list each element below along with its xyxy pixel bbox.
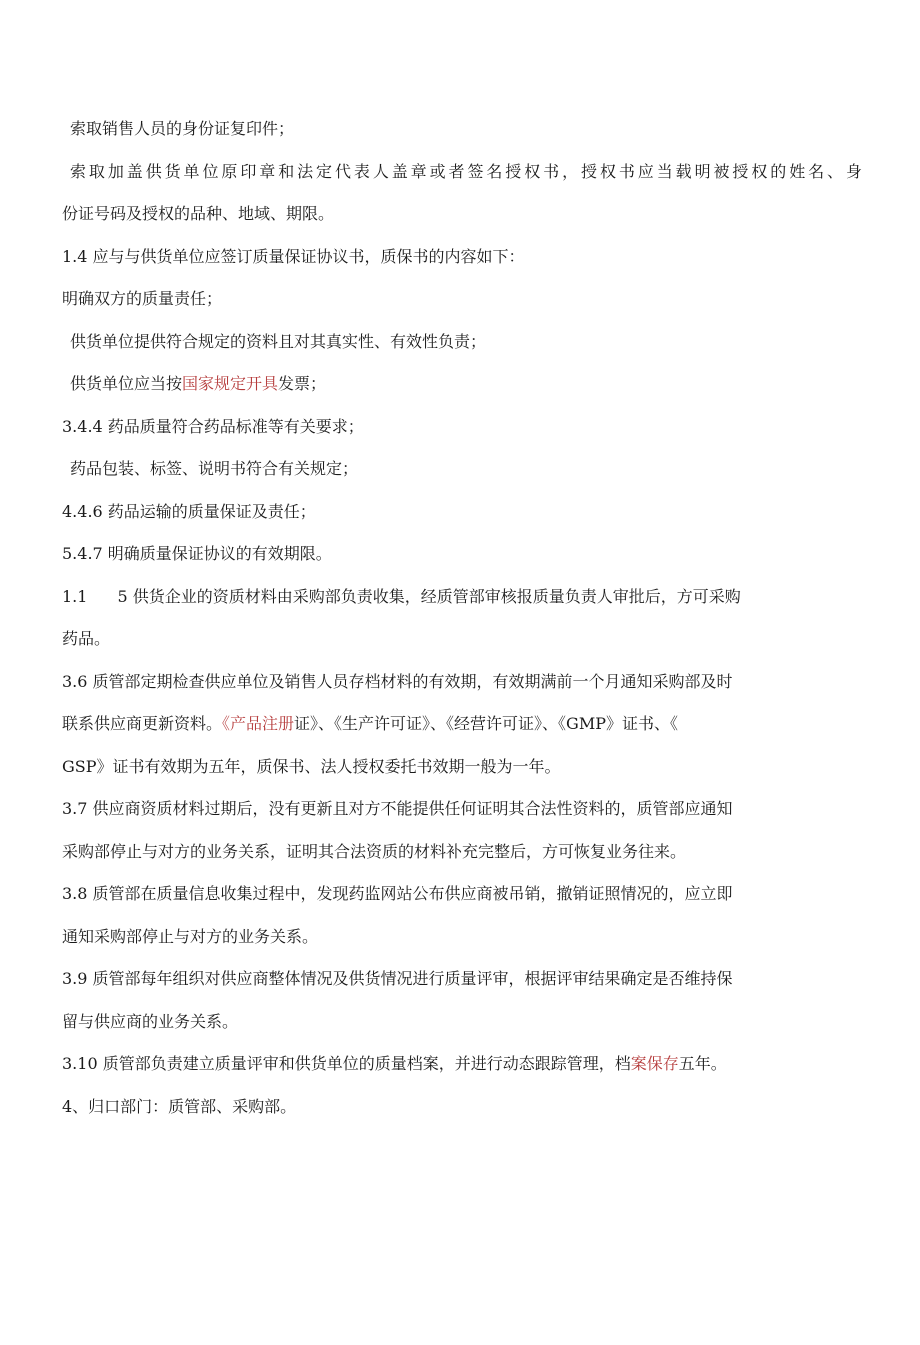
paragraph: 索取加盖供货单位原印章和法定代表人盖章或者签名授权书，授权书应当载明被授权的姓名、身 [70,161,862,181]
paragraph: 3.6 质管部定期检查供应单位及销售人员存档材料的有效期，有效期满前一个月通知采购部及时 [62,671,733,691]
paragraph: GSP》证书有效期为五年，质保书、法人授权委托书效期一般为一年。 [62,756,561,776]
section-number: 1.1 [62,586,88,606]
paragraph: 份证号码及授权的品种、地域、期限。 [62,204,335,223]
text-run: 5 供货企业的资质材料由采购部负责收集，经质管部审核报质量负责人审批后，方可采购 [117,586,741,606]
paragraph: 3.8 质管部在质量信息收集过程中，发现药监网站公布供应商被吊销，撤销证照情况的，应立即 [62,884,733,903]
paragraph: 药品包装、标签、说明书符合有关规定； [70,459,359,478]
paragraph: 4、归口部门：质管部、采购部。 [62,1096,297,1116]
document-body [62,108,862,1128]
paragraph: 留与供应商的业务关系。 [62,1011,239,1031]
text-run: 证》、《生产许可证》、《经营许可证》、《GMP》证书、《 [294,714,678,733]
text-run: 供货单位应当按 [70,374,183,393]
paragraph: 3.4.4 药品质量符合药品标准等有关要求； [62,416,364,436]
text-run: 联系供应商更新资料。 [62,714,223,733]
paragraph: 4.4.6 药品运输的质量保证及责任； [62,501,316,521]
paragraph [62,576,862,619]
paragraph: 3.7 供应商资质材料过期后，没有更新且对方不能提供任何证明其合法性资料的，质管部应通知 [62,799,733,818]
paragraph: 5.4.7 明确质量保证协议的有效期限。 [62,544,332,563]
text-run: 五年。 [678,1054,727,1073]
section-heading: 1.4 应与与供货单位应签订质量保证协议书，质保书的内容如下： [62,246,525,266]
paragraph [62,703,862,746]
paragraph [62,363,862,406]
highlighted-text: 案保存 [630,1054,679,1073]
paragraph: 药品。 [62,629,111,648]
paragraph: 采购部停止与对方的业务关系，证明其合法资质的材料补充完整后，方可恢复业务往来。 [62,841,687,861]
text-run: 3.10 质管部负责建立质量评审和供货单位的质量档案，并进行动态跟踪管理，档 [62,1054,631,1073]
paragraph [62,1043,862,1086]
paragraph: 索取销售人员的身份证复印件； [70,119,295,138]
text-run: 发票； [278,374,327,393]
paragraph: 通知采购部停止与对方的业务关系。 [62,926,319,946]
paragraph: 供货单位提供符合规定的资料且对其真实性、有效性负责； [70,331,487,351]
paragraph: 3.9 质管部每年组织对供应商整体情况及供货情况进行质量评审，根据评审结果确定是否维持保 [62,969,733,988]
highlighted-text: 国家规定开具 [182,374,279,393]
highlighted-text: 《产品注册 [222,714,295,733]
paragraph: 明确双方的质量责任； [62,289,223,308]
